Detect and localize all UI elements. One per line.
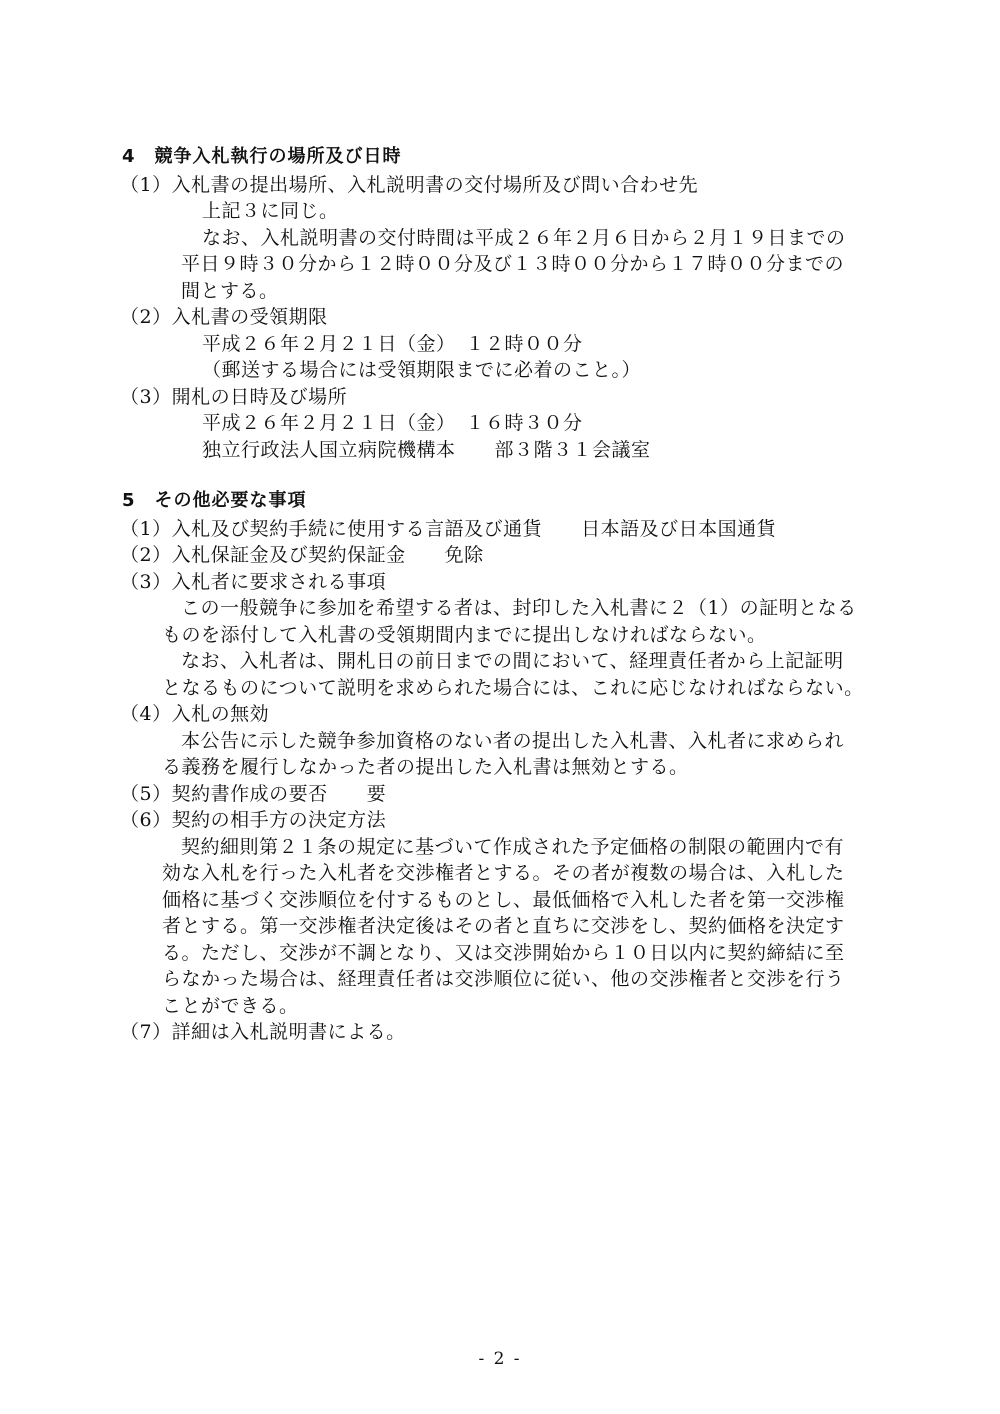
section-5-item-4-line: 本公告に示した競争参加資格のない者の提出した入札書、入札者に求められ — [181, 730, 845, 752]
section-4-item-1-line: 平日９時３０分から１２時００分及び１３時００分から１７時００分までの — [181, 253, 845, 275]
section-5-item-3-line: なお、入札者は、開札日の前日までの間において、経理責任者から上記証明 — [181, 650, 844, 672]
section-4-item-3-line: 独立行政法人国立病院機構本 部３階３１会議室 — [202, 439, 651, 461]
section-5-item-5: （5）契約書作成の要否 要 — [120, 783, 387, 805]
section-5-item-6-line: 者とする。第一交渉権者決定後はその者と直ちに交渉をし、契約価格を決定す — [162, 915, 845, 937]
section-5-item-1: （1）入札及び契約手続に使用する言語及び通貨 日本語及び日本国通貨 — [120, 518, 777, 540]
section-4-item-1-line: 上記３に同じ。 — [202, 200, 339, 222]
section-5-item-2: （2）入札保証金及び契約保証金 免除 — [120, 544, 484, 566]
section-4-item-1-title: （1）入札書の提出場所、入札説明書の交付場所及び問い合わせ先 — [120, 174, 699, 196]
section-4-item-1-line: 間とする。 — [181, 280, 279, 302]
section-4-item-3-title: （3）開札の日時及び場所 — [120, 386, 348, 408]
section-5-heading: 5 その他必要な事項 — [122, 490, 307, 511]
section-5-item-6-line: 効な入札を行った入札者を交渉権者とする。その者が複数の場合は、入札した — [162, 862, 845, 884]
section-5-item-6-title: （6）契約の相手方の決定方法 — [120, 809, 387, 831]
section-5-item-6-line: 契約細則第２１条の規定に基づいて作成された予定価格の制限の範囲内で有 — [181, 836, 845, 858]
section-5-item-6-line: ことができる。 — [162, 995, 299, 1017]
section-5-item-4-title: （4）入札の無効 — [120, 703, 270, 725]
section-5-item-6-line: 価格に基づく交渉順位を付するものとし、最低価格で入札した者を第一交渉権 — [162, 889, 845, 911]
section-4-item-3-line: 平成２６年２月２１日（金） １６時３０分 — [202, 412, 583, 434]
page-number: - 2 - — [478, 1349, 522, 1369]
section-4-heading: 4 競争入札執行の場所及び日時 — [122, 146, 402, 167]
section-5-item-7: （7）詳細は入札説明書による。 — [120, 1021, 406, 1043]
section-4-item-1-line: なお、入札説明書の交付時間は平成２６年２月６日から２月１９日までの — [202, 227, 846, 249]
section-5-item-3-line: となるものについて説明を求められた場合には、これに応じなければならない。 — [162, 677, 864, 699]
section-5-item-3-title: （3）入札者に要求される事項 — [120, 571, 387, 593]
section-4-item-2-title: （2）入札書の受領期限 — [120, 306, 328, 328]
section-5-item-6-line: る。ただし、交渉が不調となり、又は交渉開始から１０日以内に契約締結に至 — [162, 942, 845, 964]
section-5-item-4-line: る義務を履行しなかった者の提出した入札書は無効とする。 — [162, 756, 689, 778]
section-4-item-2-line: （郵送する場合には受領期限までに必着のこと。） — [202, 359, 642, 381]
section-5-item-3-line: ものを添付して入札書の受領期間内までに提出しなければならない。 — [162, 624, 767, 646]
section-4-item-2-line: 平成２６年２月２１日（金） １２時００分 — [202, 333, 583, 355]
section-5-item-3-line: この一般競争に参加を希望する者は、封印した入札書に２（1）の証明となる — [181, 597, 857, 619]
section-5-item-6-line: らなかった場合は、経理責任者は交渉順位に従い、他の交渉権者と交渉を行う — [162, 968, 845, 990]
